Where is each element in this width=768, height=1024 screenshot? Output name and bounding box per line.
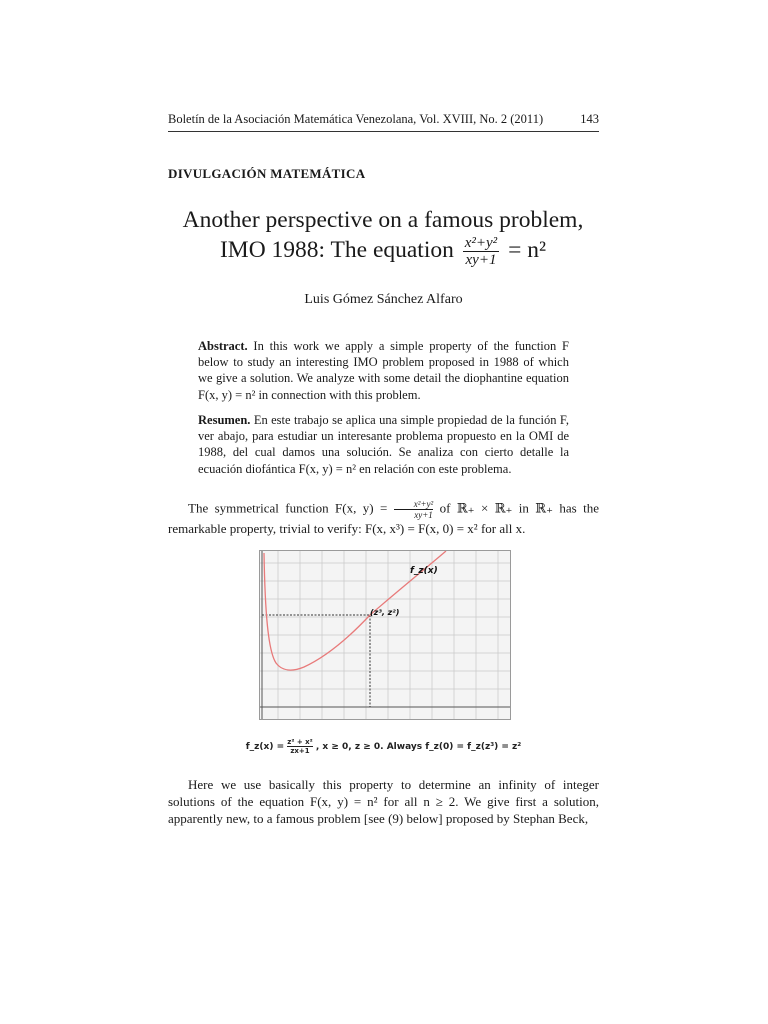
resumen-text: En este trabajo se aplica una simple propiedad de la función F, ver abajo, para estudiar un interesante problema propuesto en la OMI de 1988, del cual damos una solución. Se analiza con cierto detalle la ecuación diofántica F(x, y) = n² en relación con este problema. (198, 413, 569, 476)
paragraph-2: Here we use basically this property to determine an infinity of integer solutions of the equation F(x, y) = n² for all n ≥ 2. We give first a solution, apparently new, to a famous problem [see (9) below] proposed by Stephan Beck, (168, 777, 599, 826)
paragraph-1 (168, 499, 599, 537)
para1-after: of ℝ₊ × ℝ₊ in ℝ₊ has the remarkable property, trivial to verify: F(x, x³) = F(x, 0) = x² for all x. (168, 500, 600, 536)
para1-fraction-denominator: xy+1 (414, 510, 433, 520)
journal-citation: Boletín de la Asociación Matemática Venezolana, Vol. XVIII, No. 2 (2011) (168, 112, 544, 126)
para1-fraction (394, 499, 433, 520)
point-label: (z³, z²) (370, 608, 400, 617)
caption-suffix: , x ≥ 0, z ≥ 0. Always f_z(0) = f_z(z³) = z² (315, 742, 522, 752)
abstract-text: In this work we apply a simple property of the function F below to study an interesting IMO problem proposed in 1988 of which we give a solution. We analyze with some detail the diophantine equation F(x, y) = n² in connection with this problem. (198, 339, 569, 402)
paper-title (160, 206, 606, 268)
title-fraction-denominator: xy+1 (465, 252, 497, 268)
running-head (168, 111, 599, 132)
section-label: DIVULGACIÓN MATEMÁTICA (168, 166, 366, 181)
function-plot (259, 550, 511, 720)
title-fraction-numerator: x²+y² (464, 235, 498, 251)
resumen (198, 412, 569, 477)
title-line-1: Another perspective on a famous problem, (182, 207, 584, 233)
title-line-2-suffix: = n² (508, 236, 546, 263)
page-number: 143 (580, 112, 599, 126)
abstract (198, 338, 569, 403)
caption-fraction-denominator: zx+1 (290, 747, 310, 755)
title-line-2 (160, 235, 606, 268)
title-fraction (463, 235, 499, 268)
title-line-2-prefix: IMO 1988: The equation (219, 236, 454, 263)
plot-svg (260, 551, 510, 719)
resumen-label: Resumen. (198, 413, 251, 427)
author-name: Luis Gómez Sánchez Alfaro (304, 292, 463, 307)
abstract-label: Abstract. (198, 339, 248, 353)
plot-grid (260, 551, 510, 719)
para1-fraction-numerator: x²+y² (394, 499, 433, 510)
figure-caption (168, 738, 599, 755)
para1-before: The symmetrical function F(x, y) = (188, 500, 388, 516)
caption-fraction-numerator: z² + x² (287, 738, 313, 746)
caption-fraction (287, 738, 312, 755)
caption-prefix: f_z(x) = (245, 742, 285, 752)
curve-label: f_z(x) (410, 566, 438, 576)
